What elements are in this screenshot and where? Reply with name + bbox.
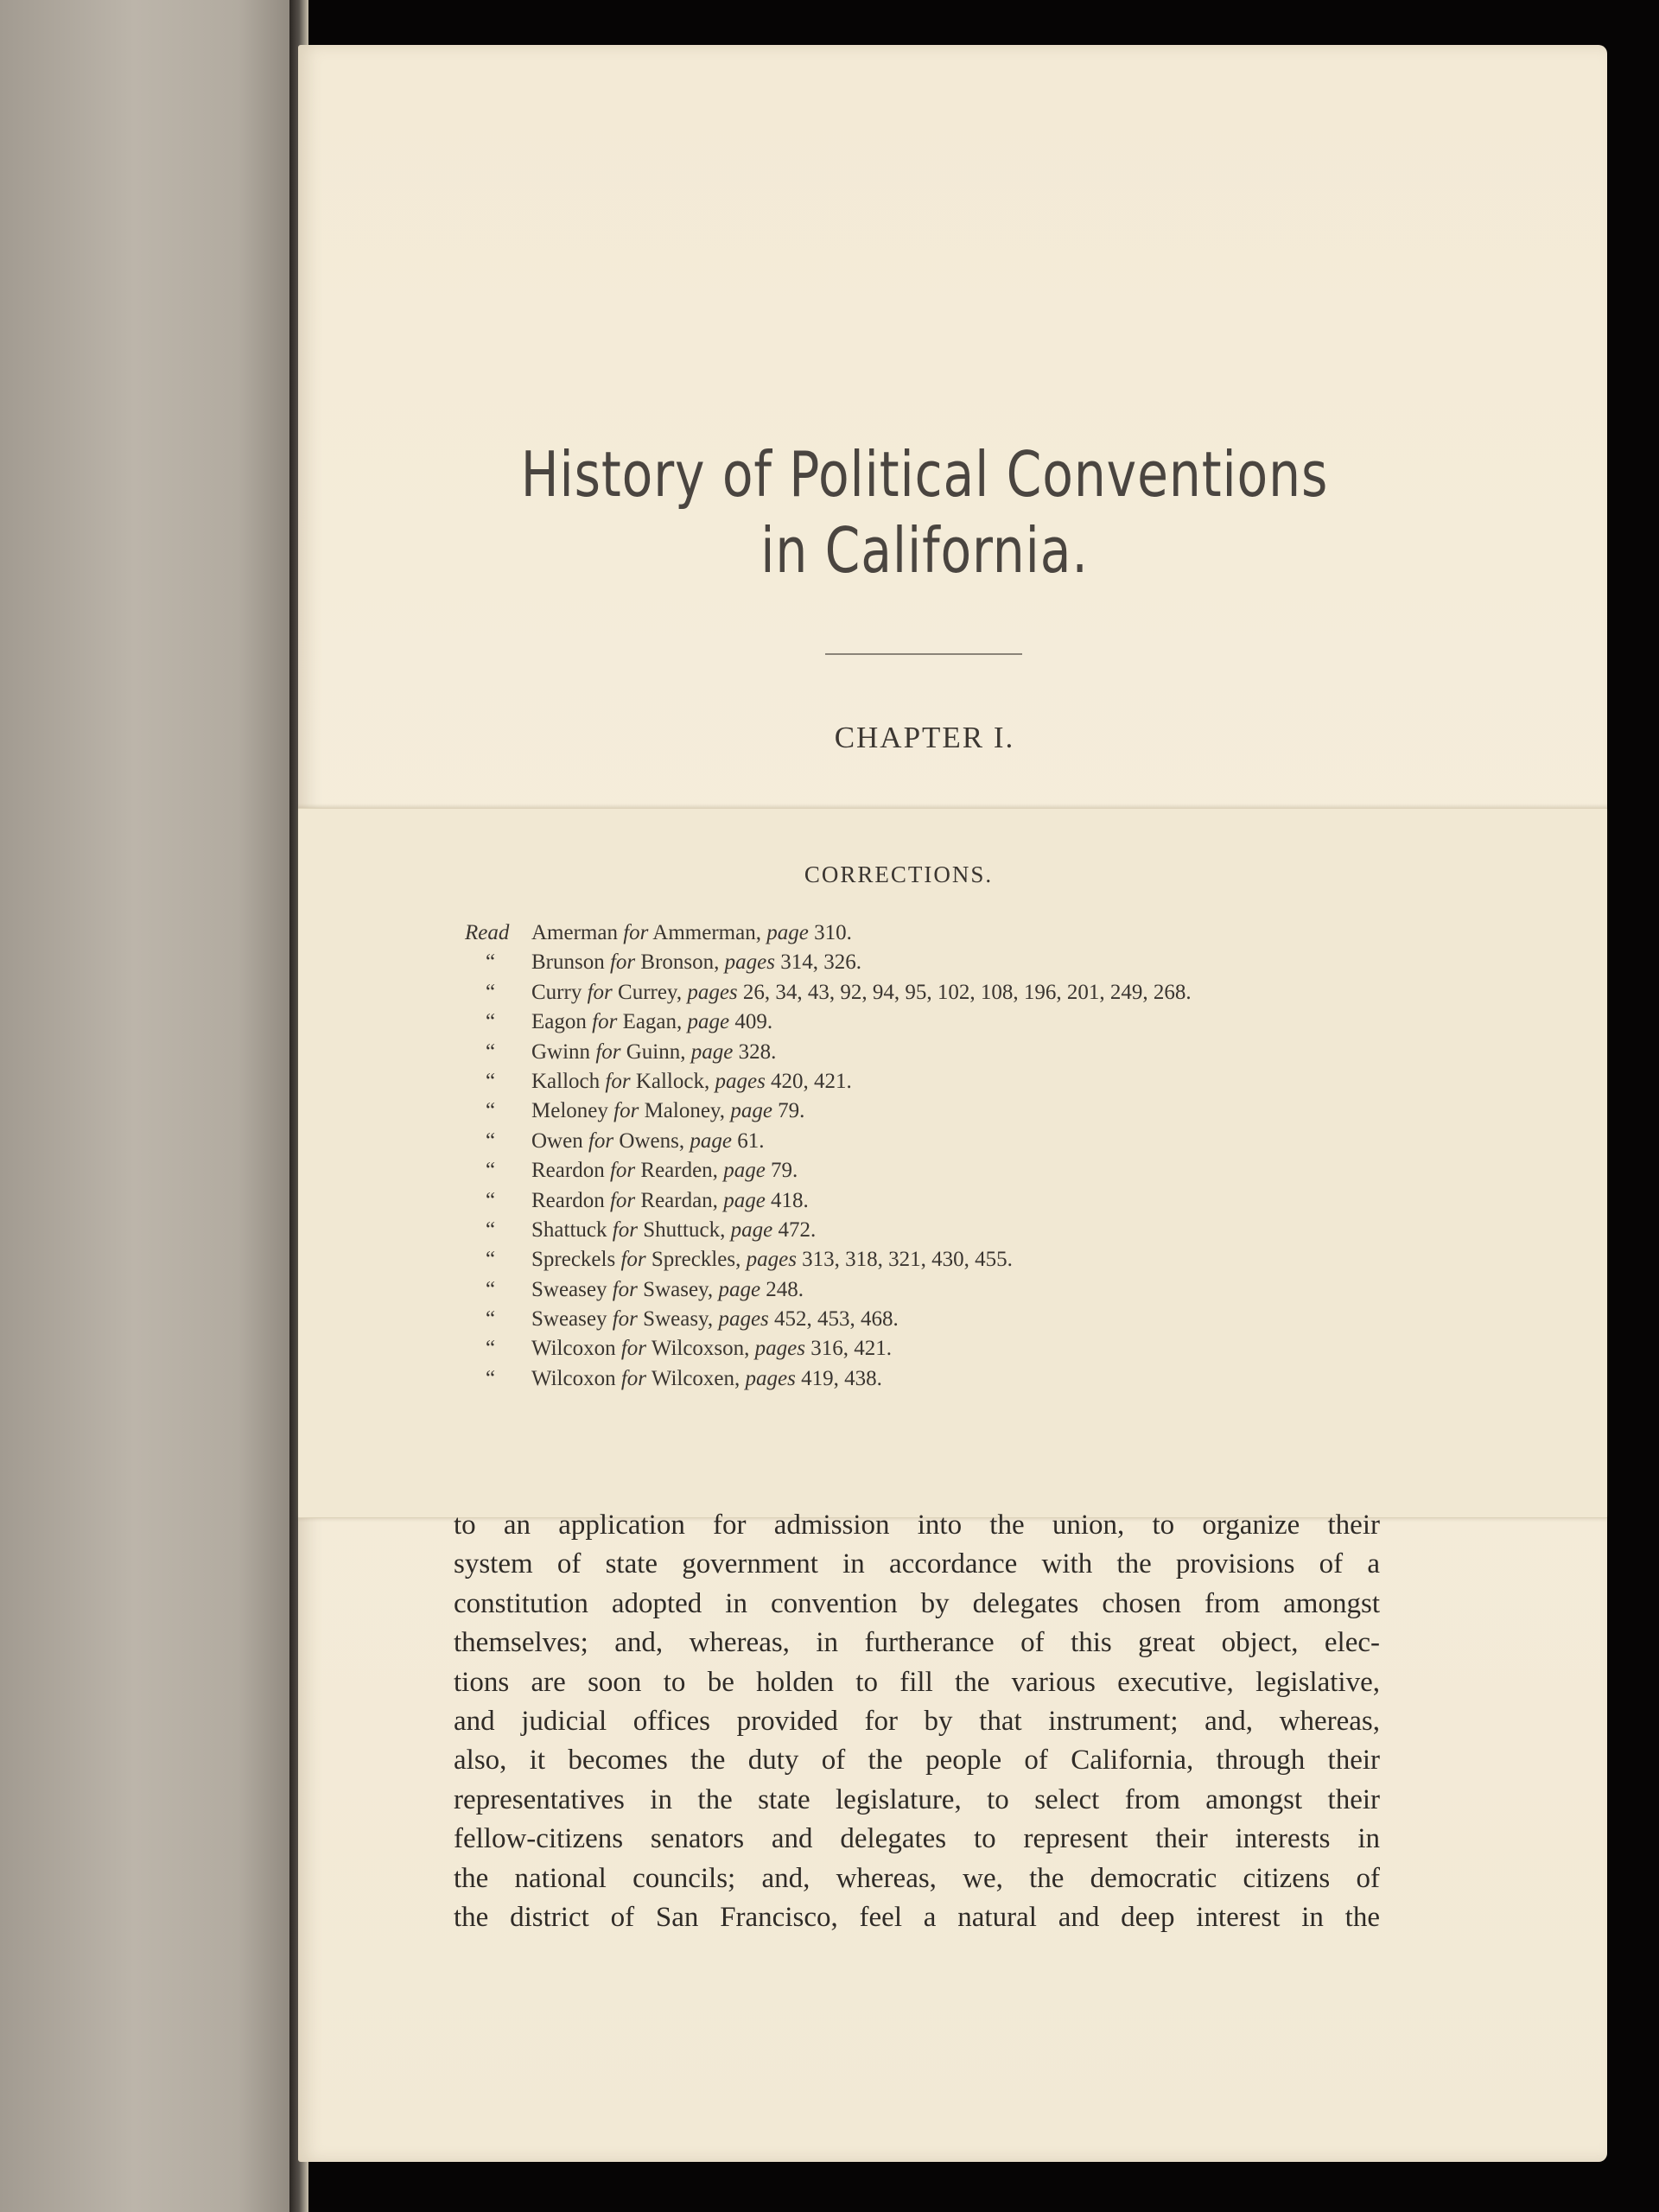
misspelled-name: Wilcoxson, — [651, 1337, 750, 1361]
correction-item — [458, 1186, 1408, 1216]
misspelled-name: Maloney, — [644, 1099, 726, 1123]
page-numbers: 313, 318, 321, 430, 455. — [802, 1248, 1013, 1272]
corrected-name: Reardon — [531, 1188, 605, 1212]
misspelled-name: Sweasy, — [643, 1307, 714, 1332]
page-word: page — [723, 1188, 766, 1212]
page-numbers: 79. — [778, 1099, 805, 1123]
ditto-mark: “ — [486, 1248, 496, 1272]
correction-item — [458, 1305, 1408, 1334]
body-line: the national councils; and, whereas, we, the democratic citizens of — [454, 1862, 1380, 1894]
correction-item — [458, 1096, 1408, 1126]
corrected-name: Owen — [531, 1128, 583, 1153]
for-word: for — [612, 1217, 638, 1242]
corrected-name: Eagon — [531, 1010, 587, 1034]
page-word: pages — [715, 1069, 766, 1093]
page-word: page — [730, 1099, 772, 1123]
for-word: for — [612, 1307, 638, 1332]
misspelled-name: Eagan, — [622, 1010, 683, 1034]
corrected-name: Amerman — [531, 921, 618, 944]
page-numbers: 310. — [814, 921, 852, 944]
for-word: for — [620, 1366, 647, 1390]
misspelled-name: Reardan, — [640, 1188, 718, 1212]
corrections-list — [458, 918, 1408, 1394]
title-line-2: in California. — [760, 514, 1089, 587]
corrected-name: Kalloch — [531, 1069, 601, 1093]
page-word: page — [730, 1217, 773, 1242]
misspelled-name: Wilcoxen, — [651, 1366, 741, 1390]
body-line: and judicial offices provided for by that instrument; and, whereas, — [454, 1705, 1380, 1737]
correction-item — [458, 1275, 1408, 1305]
ditto-mark: “ — [486, 1069, 496, 1093]
page-numbers: 316, 421. — [810, 1337, 892, 1361]
page-numbers: 419, 438. — [801, 1366, 882, 1390]
ditto-mark: “ — [486, 980, 496, 1004]
page-word: pages — [754, 1337, 805, 1361]
ditto-mark: “ — [486, 1010, 496, 1034]
misspelled-name: Currey, — [618, 980, 683, 1004]
corrected-name: Gwinn — [531, 1039, 591, 1064]
body-line: constitution adopted in convention by delegates chosen from amongst — [454, 1587, 1380, 1619]
ditto-mark: “ — [486, 1307, 496, 1332]
correction-item — [458, 1216, 1408, 1245]
correction-item — [458, 1067, 1408, 1096]
corrected-name: Curry — [531, 980, 582, 1004]
correction-item — [458, 978, 1408, 1007]
misspelled-name: Ammerman, — [652, 921, 761, 944]
for-word: for — [613, 1099, 639, 1123]
page-numbers: 248. — [766, 1277, 804, 1301]
page-word: pages — [745, 1366, 796, 1390]
read-label: Read — [465, 921, 510, 944]
page-numbers: 452, 453, 468. — [774, 1307, 899, 1332]
correction-item — [458, 1038, 1408, 1067]
for-word: for — [587, 980, 613, 1004]
ditto-mark: “ — [486, 1337, 496, 1361]
correction-item — [458, 1334, 1408, 1363]
corrected-name: Shattuck — [531, 1217, 607, 1242]
misspelled-name: Bronson, — [640, 950, 720, 975]
for-word: for — [612, 1277, 638, 1301]
misspelled-name: Owens, — [619, 1128, 685, 1153]
misspelled-name: Swasey, — [643, 1277, 714, 1301]
for-word: for — [605, 1069, 631, 1093]
corrected-name: Wilcoxon — [531, 1366, 616, 1390]
for-word: for — [623, 921, 649, 944]
body-line: system of state government in accordance with the provisions of a — [454, 1548, 1380, 1580]
corrected-name: Sweasey — [531, 1277, 607, 1301]
page-numbers: 328. — [738, 1039, 777, 1064]
body-line: tions are soon to be holden to fill the various executive, legislative, — [454, 1666, 1380, 1698]
page-word: pages — [718, 1307, 769, 1332]
page-word: page — [687, 1010, 730, 1034]
ditto-mark: “ — [486, 1039, 496, 1064]
misspelled-name: Kallock, — [635, 1069, 710, 1093]
misspelled-name: Guinn, — [626, 1039, 686, 1064]
ditto-mark: “ — [486, 1366, 496, 1390]
page-numbers: 79. — [771, 1159, 798, 1183]
for-word: for — [620, 1337, 647, 1361]
correction-item — [458, 948, 1408, 977]
page-numbers: 26, 34, 43, 92, 94, 95, 102, 108, 196, 201, 249, 268. — [742, 980, 1192, 1004]
page-word: pages — [687, 980, 738, 1004]
page-word: page — [718, 1277, 761, 1301]
misspelled-name: Rearden, — [640, 1159, 718, 1183]
body-line: representatives in the state legislature, to select from amongst their — [454, 1783, 1380, 1815]
for-word: for — [595, 1039, 621, 1064]
correction-item — [458, 1007, 1408, 1037]
correction-item — [458, 1364, 1408, 1394]
for-word: for — [609, 1159, 636, 1183]
for-word: for — [588, 1128, 614, 1153]
ditto-mark: “ — [486, 1277, 496, 1301]
ditto-mark: “ — [486, 1217, 496, 1242]
for-word: for — [609, 1188, 636, 1212]
body-line: fellow-citizens senators and delegates to represent their interests in — [454, 1823, 1380, 1855]
corrections-heading: CORRECTIONS. — [804, 861, 994, 887]
page-word: page — [690, 1128, 732, 1153]
body-line: also, it becomes the duty of the people of California, through their — [454, 1745, 1380, 1777]
corrected-name: Wilcoxon — [531, 1337, 616, 1361]
page-word: page — [690, 1039, 734, 1064]
chapter-heading: CHAPTER I. — [834, 721, 1015, 754]
page-word: page — [766, 921, 809, 944]
page-numbers: 420, 421. — [771, 1069, 852, 1093]
for-word: for — [620, 1248, 646, 1272]
body-line: the district of San Francisco, feel a natural and deep interest in the — [454, 1901, 1380, 1933]
facing-page — [0, 0, 298, 2212]
misspelled-name: Shuttuck, — [643, 1217, 726, 1242]
correction-item — [458, 1127, 1408, 1156]
corrected-name: Spreckels — [531, 1248, 616, 1272]
body-line: themselves; and, whereas, in furtherance of this great object, elec- — [454, 1627, 1380, 1659]
corrected-name: Reardon — [531, 1159, 605, 1183]
ditto-mark: “ — [486, 1159, 496, 1183]
ditto-mark: “ — [486, 1128, 496, 1153]
corrected-name: Meloney — [531, 1099, 608, 1123]
title-line-1: History of Political Conventions — [520, 438, 1329, 511]
book-title — [497, 436, 1352, 588]
page-numbers: 61. — [737, 1128, 765, 1153]
page-word: page — [723, 1159, 766, 1183]
page-numbers: 418. — [771, 1188, 809, 1212]
title-divider — [825, 653, 1022, 655]
for-word: for — [592, 1010, 618, 1034]
correction-item — [458, 1245, 1408, 1274]
for-word: for — [609, 950, 636, 975]
page-numbers: 314, 326. — [780, 950, 861, 975]
page-word: pages — [724, 950, 775, 975]
page-numbers: 409. — [734, 1010, 773, 1034]
body-line: to an application for admission into the union, to organize their — [454, 1510, 1380, 1541]
ditto-mark: “ — [486, 1099, 496, 1123]
page-word: pages — [746, 1248, 797, 1272]
body-text — [454, 1506, 1380, 1937]
ditto-mark: “ — [486, 950, 496, 975]
page-numbers: 472. — [778, 1217, 817, 1242]
misspelled-name: Spreckles, — [651, 1248, 741, 1272]
corrected-name: Brunson — [531, 950, 605, 975]
corrected-name: Sweasey — [531, 1307, 607, 1332]
correction-item — [458, 1156, 1408, 1185]
correction-item — [458, 918, 1408, 948]
ditto-mark: “ — [486, 1188, 496, 1212]
